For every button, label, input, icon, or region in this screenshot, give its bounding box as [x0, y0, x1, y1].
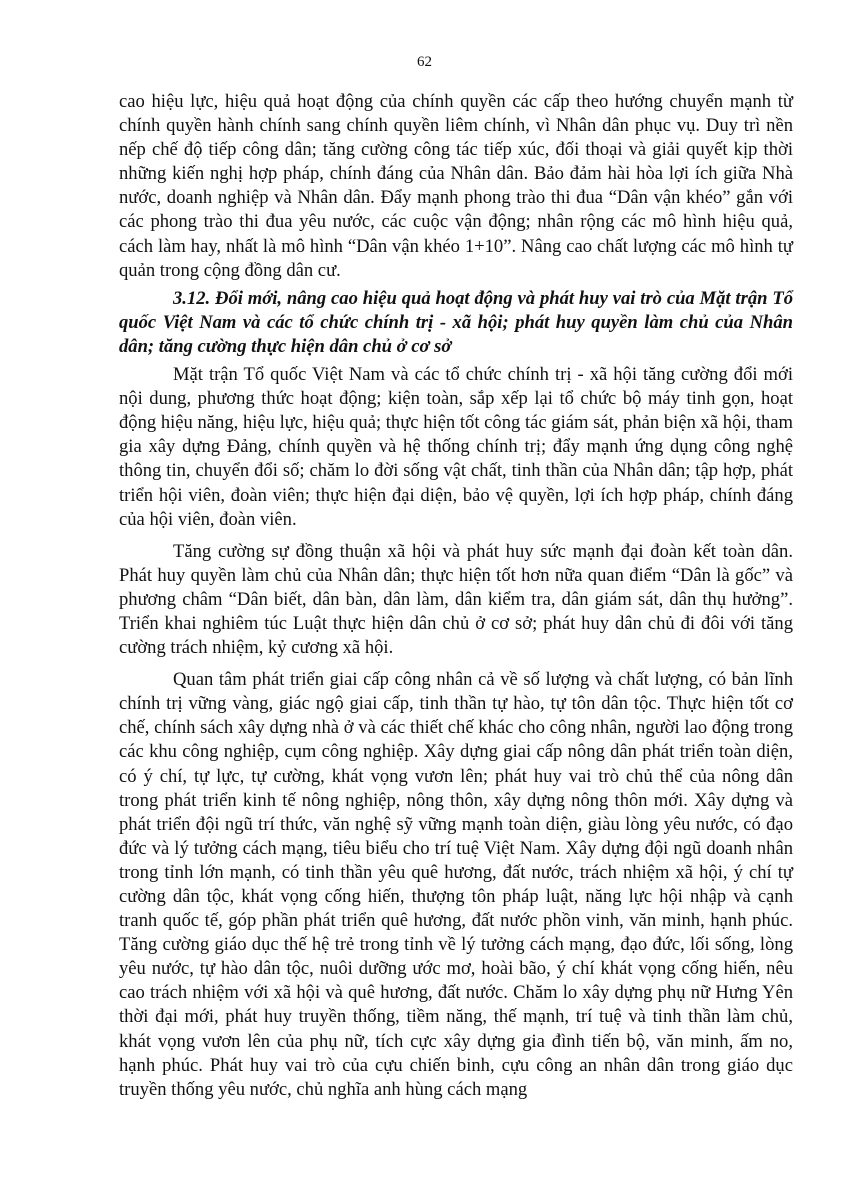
document-body	[119, 90, 793, 1106]
paragraph-dong-thuan: Tăng cường sự đồng thuận xã hội và phát huy sức mạnh đại đoàn kết toàn dân. Phát huy quyền làm chủ của Nhân dân; thực hiện tốt hơn nữa quan điểm “Dân là gốc” và phương châm “Dân biết, dân bàn, dân làm, dân kiểm tra, dân giám sát, dân thụ hưởng”. Triển khai nghiêm túc Luật thực hiện dân chủ ở cơ sở; phát huy dân chủ đi đôi với tăng cường trách nhiệm, kỷ cương xã hội.	[119, 540, 793, 659]
paragraph-mat-tran: Mặt trận Tổ quốc Việt Nam và các tổ chức chính trị - xã hội tăng cường đổi mới nội dung, phương thức hoạt động; kiện toàn, sắp xếp lại tổ chức bộ máy tinh gọn, hoạt động hiệu năng, hiệu lực, hiệu quả; thực hiện tốt công tác giám sát, phản biện xã hội, tham gia xây dựng Đảng, chính quyền và hệ thống chính trị; đẩy mạnh ứng dụng công nghệ thông tin, chuyển đổi số; chăm lo đời sống vật chất, tinh thần của Nhân dân; tập hợp, phát triển hội viên, đoàn viên; thực hiện đại diện, bảo vệ quyền, lợi ích hợp pháp, chính đáng của hội viên, đoàn viên.	[119, 364, 793, 530]
page-number: 62	[417, 54, 432, 70]
paragraph-continuation: cao hiệu lực, hiệu quả hoạt động của chính quyền các cấp theo hướng chuyển mạnh từ chính quyền hành chính sang chính quyền liêm chính, vì Nhân dân phục vụ. Duy trì nền nếp chế độ tiếp công dân; tăng cường công tác tiếp xúc, đối thoại và giải quyết kịp thời những kiến nghị hợp pháp, chính đáng của Nhân dân. Bảo đảm hài hòa lợi ích giữa Nhà nước, doanh nghiệp và Nhân dân. Đẩy mạnh phong trào thi đua “Dân vận khéo” gắn với các phong trào thi đua yêu nước, các cuộc vận động; nhân rộng các mô hình hiệu quả, cách làm hay, nhất là mô hình “Dân vận khéo 1+10”. Nâng cao chất lượng các mô hình tự quản trong cộng đồng dân cư.	[119, 91, 793, 281]
paragraph-giai-cap: Quan tâm phát triển giai cấp công nhân cả về số lượng và chất lượng, có bản lĩnh chính trị vững vàng, giác ngộ giai cấp, tinh thần tự hào, tự tôn dân tộc. Thực hiện tốt cơ chế, chính sách xây dựng nhà ở và các thiết chế khác cho công nhân, người lao động trong các khu công nghiệp, cụm công nghiệp. Xây dựng giai cấp nông dân phát triển toàn diện, có ý chí, tự lực, tự cường, khát vọng vươn lên; phát huy vai trò chủ thể của nông dân trong phát triển kinh tế nông nghiệp, nông thôn, xây dựng nông thôn mới. Xây dựng và phát triển đội ngũ trí thức, văn nghệ sỹ vững mạnh toàn diện, giàu lòng yêu nước, có đạo đức và lý tưởng cách mạng, tiêu biểu cho trí tuệ Việt Nam. Xây dựng đội ngũ doanh nhân trong tỉnh lớn mạnh, có tinh thần yêu quê hương, đất nước, trách nhiệm xã hội, ý chí tự cường dân tộc, khát vọng cống hiến, thượng tôn pháp luật, năng lực hội nhập và cạnh tranh quốc tế, góp phần phát triển quê hương, đất nước phồn vinh, văn minh, hạnh phúc. Tăng cường giáo dục thế hệ trẻ trong tỉnh về lý tưởng cách mạng, đạo đức, lối sống, lòng yêu nước, tự hào dân tộc, nuôi dưỡng ước mơ, hoài bão, ý chí khát vọng cống hiến, nêu cao trách nhiệm với xã hội và quê hương, đất nước. Chăm lo xây dựng phụ nữ Hưng Yên thời đại mới, phát huy truyền thống, tiềm năng, thế mạnh, trí tuệ và tinh thần làm chủ, khát vọng vươn lên của phụ nữ, tích cực xây dựng gia đình tiến bộ, văn minh, ấm no, hạnh phúc. Phát huy vai trò của cựu chiến binh, cựu công an nhân dân trong giáo dục truyền thống yêu nước, chủ nghĩa anh hùng cách mạng	[119, 669, 793, 1100]
section-heading-3-12: 3.12. Đổi mới, nâng cao hiệu quả hoạt động và phát huy vai trò của Mặt trận Tổ quốc Việt Nam và các tổ chức chính trị - xã hội; phát huy quyền làm chủ của Nhân dân; tăng cường thực hiện dân chủ ở cơ sở	[119, 287, 793, 357]
